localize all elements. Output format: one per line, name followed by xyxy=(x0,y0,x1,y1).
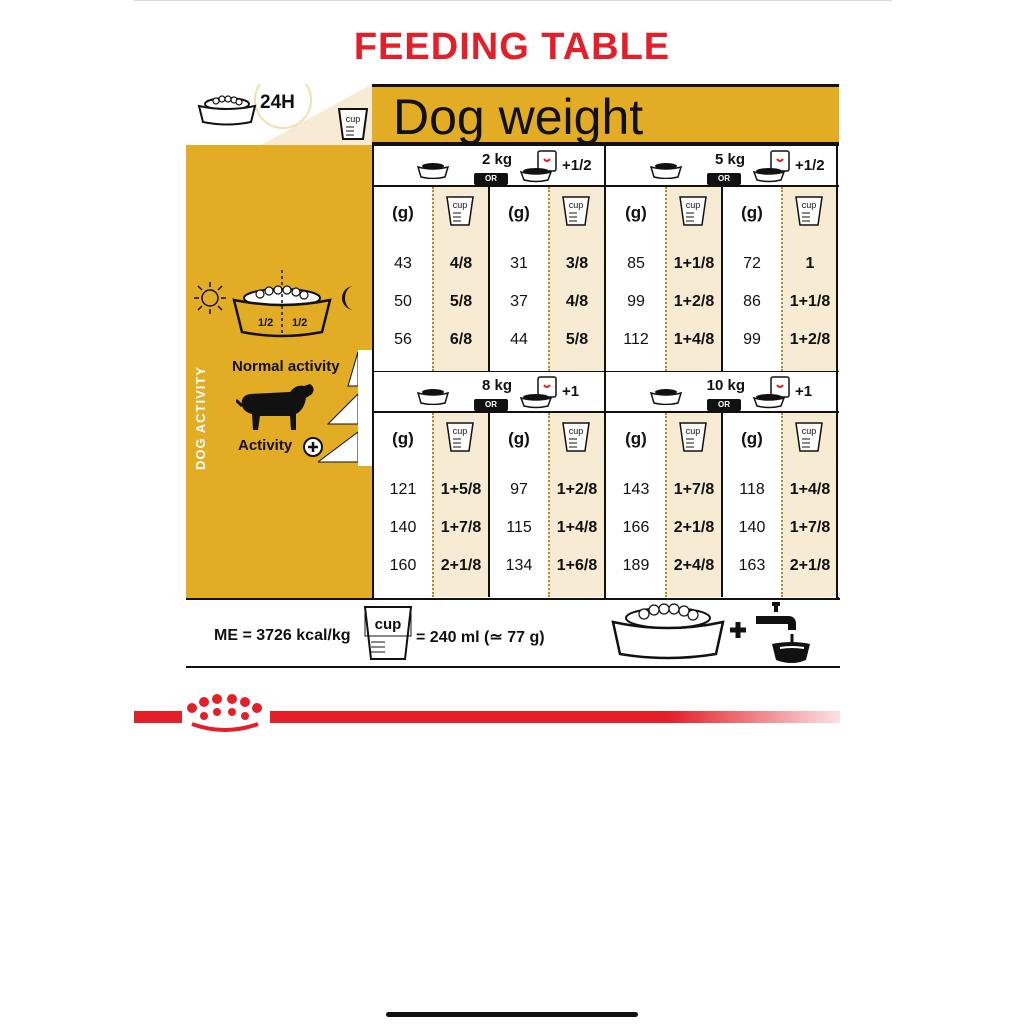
wet-ration-label: +1 xyxy=(795,383,813,400)
royal-canin-crown-logo xyxy=(184,694,266,738)
cup-value: 1+1/8 xyxy=(789,293,831,310)
sun-icon xyxy=(192,280,228,316)
grams-value: 166 xyxy=(622,519,650,536)
grams-value: 134 xyxy=(505,557,533,574)
page-title: FEEDING TABLE xyxy=(353,26,671,68)
cup-value: 6/8 xyxy=(449,331,473,348)
wet-food-pouch-icon xyxy=(751,375,795,409)
measuring-cup-icon xyxy=(561,421,591,453)
cup-value: 2+1/8 xyxy=(673,519,715,536)
grams-value: 56 xyxy=(394,331,412,348)
home-indicator[interactable] xyxy=(386,1012,638,1017)
weight-title: Dog weight xyxy=(393,89,644,145)
subtable-divider xyxy=(721,187,723,371)
measuring-cup-icon xyxy=(678,421,708,453)
grams-header: (g) xyxy=(625,429,647,448)
split-bowl-icon xyxy=(230,270,334,340)
water-tap-icon xyxy=(754,600,812,666)
grams-value: 31 xyxy=(510,255,528,272)
grams-value: 118 xyxy=(739,481,765,498)
grams-value: 97 xyxy=(510,481,528,498)
grams-value: 160 xyxy=(389,557,417,574)
wet-food-pouch-icon xyxy=(518,149,562,183)
wet-ration-label: +1/2 xyxy=(795,157,825,174)
or-badge: OR xyxy=(707,173,741,185)
grams-value: 121 xyxy=(389,481,417,498)
measuring-cup-icon xyxy=(336,106,370,142)
svg-text:cup: cup xyxy=(801,426,817,436)
weight-label: 8 kg xyxy=(481,377,512,394)
grid-center-divider xyxy=(604,145,606,598)
measuring-cup-icon xyxy=(794,421,824,453)
brand-bar-left xyxy=(134,711,182,723)
grams-value: 86 xyxy=(743,293,761,310)
wet-ration-label: +1/2 xyxy=(562,157,592,174)
daily-label: 24H xyxy=(260,92,295,113)
svg-text:cup: cup xyxy=(452,426,468,436)
cup-value: 1+5/8 xyxy=(440,481,482,498)
grams-value: 112 xyxy=(623,331,649,348)
food-bowl-icon xyxy=(196,92,258,126)
svg-text:cup: cup xyxy=(568,426,584,436)
or-badge: OR xyxy=(474,173,508,185)
or-badge: OR xyxy=(707,399,741,411)
cup-value: 3/8 xyxy=(565,255,589,272)
subtable-divider xyxy=(488,187,490,371)
cup-value: 1+7/8 xyxy=(673,481,715,498)
dry-food-bowl-icon xyxy=(416,387,450,405)
grams-value: 44 xyxy=(510,331,528,348)
or-badge: OR xyxy=(474,399,508,411)
grams-value: 115 xyxy=(506,519,532,536)
measuring-cup-icon xyxy=(445,195,475,227)
cup-value: 1+7/8 xyxy=(440,519,482,536)
svg-text:cup: cup xyxy=(801,200,817,210)
grams-value: 37 xyxy=(510,293,528,310)
dry-food-bowl-icon xyxy=(649,387,683,405)
grams-value: 140 xyxy=(389,519,417,536)
dry-food-bowl-icon xyxy=(416,161,450,179)
cup-value: 1 xyxy=(805,255,815,272)
grams-value: 143 xyxy=(622,481,650,498)
cup-value: 4/8 xyxy=(449,255,473,272)
cup-value: 1+2/8 xyxy=(789,331,831,348)
cup-text: cup xyxy=(345,114,361,124)
energy-value: ME = 3726 kcal/kg xyxy=(214,627,351,644)
cup-value: 1+1/8 xyxy=(673,255,715,272)
plus-circle-icon xyxy=(302,436,324,458)
cup-value: 5/8 xyxy=(565,331,589,348)
grams-value: 99 xyxy=(627,293,645,310)
svg-text:cup: cup xyxy=(568,200,584,210)
grams-header: (g) xyxy=(392,203,414,222)
moon-icon xyxy=(338,284,362,312)
svg-text:cup: cup xyxy=(685,426,701,436)
grams-value: 50 xyxy=(394,293,412,310)
grid-left-border xyxy=(372,145,374,598)
cup-value: 1+4/8 xyxy=(673,331,715,348)
measuring-cup-icon xyxy=(561,195,591,227)
subtable-divider xyxy=(488,413,490,597)
grams-value: 163 xyxy=(738,557,766,574)
grams-value: 99 xyxy=(743,331,761,348)
wet-ration-label: +1 xyxy=(562,383,580,400)
grams-header: (g) xyxy=(625,203,647,222)
measuring-cup-icon xyxy=(794,195,824,227)
grams-header: (g) xyxy=(741,203,763,222)
footer-cup-text: cup xyxy=(374,616,402,633)
grams-value: 140 xyxy=(738,519,766,536)
cup-value: 1+2/8 xyxy=(556,481,598,498)
half-left-label: 1/2 xyxy=(258,317,274,329)
large-bowl-icon xyxy=(610,600,726,664)
activity-label: Activity xyxy=(238,437,293,454)
top-divider xyxy=(134,0,892,1)
grams-value: 85 xyxy=(627,255,645,272)
normal-activity-label: Normal activity xyxy=(232,358,340,375)
svg-text:cup: cup xyxy=(452,200,468,210)
weight-label: 2 kg xyxy=(481,151,512,168)
grams-header: (g) xyxy=(508,429,530,448)
half-right-label: 1/2 xyxy=(292,317,308,329)
dachshund-icon xyxy=(236,378,318,434)
cup-equivalence: = 240 ml (≃ 77 g) xyxy=(416,629,545,646)
cup-value: 1+4/8 xyxy=(789,481,831,498)
svg-text:cup: cup xyxy=(685,200,701,210)
cup-value: 2+4/8 xyxy=(673,557,715,574)
wet-food-pouch-icon xyxy=(518,375,562,409)
subtable-divider xyxy=(721,413,723,597)
cup-value: 1+6/8 xyxy=(556,557,598,574)
grams-value: 43 xyxy=(394,255,412,272)
dry-food-bowl-icon xyxy=(649,161,683,179)
measuring-cup-icon xyxy=(678,195,708,227)
cup-value: 1+7/8 xyxy=(789,519,831,536)
cup-value: 1+4/8 xyxy=(556,519,598,536)
wet-food-pouch-icon xyxy=(751,149,795,183)
grams-header: (g) xyxy=(508,203,530,222)
cup-value: 2+1/8 xyxy=(440,557,482,574)
footer-cup-icon xyxy=(363,604,413,662)
plus-icon xyxy=(728,620,748,640)
cup-value: 5/8 xyxy=(449,293,473,310)
grams-value: 189 xyxy=(622,557,650,574)
weight-label: 5 kg xyxy=(714,151,745,168)
grid-right-border xyxy=(836,145,838,598)
measuring-cup-icon xyxy=(445,421,475,453)
weight-label: 10 kg xyxy=(706,377,745,394)
cup-value: 1+2/8 xyxy=(673,293,715,310)
grams-header: (g) xyxy=(741,429,763,448)
dog-activity-label: DOG ACTIVITY xyxy=(193,366,208,470)
grams-value: 72 xyxy=(743,255,761,272)
cup-value: 4/8 xyxy=(565,293,589,310)
cup-value: 2+1/8 xyxy=(789,557,831,574)
brand-bar-right xyxy=(270,711,840,723)
grams-header: (g) xyxy=(392,429,414,448)
